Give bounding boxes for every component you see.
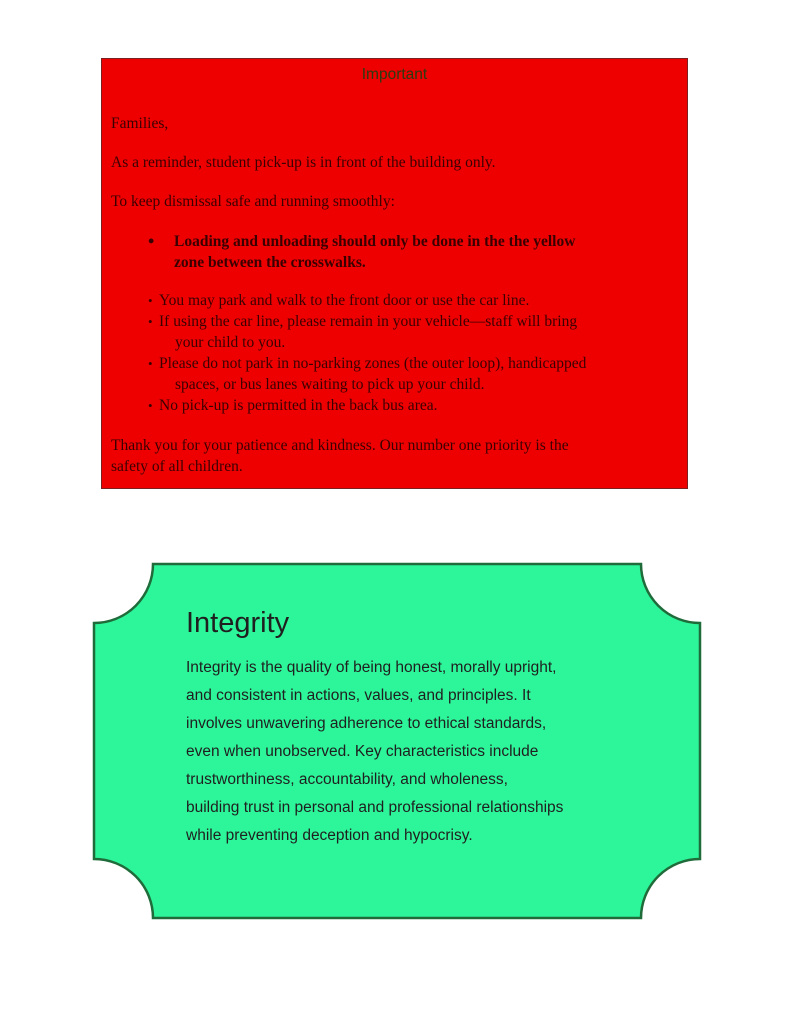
notice-bold-item-line: Loading and unloading should only be done in the the yellow — [174, 233, 576, 250]
card-body-line: while preventing deception and hypocrisy. — [186, 827, 473, 844]
notice-list — [148, 290, 678, 416]
bullet-icon: • — [148, 293, 153, 308]
notice-closing — [111, 435, 671, 477]
bullet-icon: • — [148, 231, 155, 251]
card-body — [186, 654, 616, 850]
notice-list-item-line: your child to you. — [175, 334, 286, 351]
bullet-icon: • — [148, 314, 153, 329]
notice-bold-list — [148, 231, 648, 273]
notice-greeting: Families, — [111, 115, 169, 132]
notice-title: Important — [361, 66, 428, 83]
notice-list-item-line: Please do not park in no-parking zones (the outer loop), handicapped — [159, 355, 587, 372]
bullet-icon: • — [148, 398, 153, 413]
card-body-line: Integrity is the quality of being honest, morally upright, — [186, 659, 557, 676]
integrity-card — [92, 562, 702, 920]
notice-list-item-line: You may park and walk to the front door or use the car line. — [159, 292, 530, 309]
important-notice — [101, 58, 688, 489]
card-body-line: and consistent in actions, values, and principles. It — [186, 687, 531, 704]
notice-list-item — [148, 395, 678, 416]
notice-list-item — [148, 311, 678, 353]
notice-bold-item — [148, 231, 648, 273]
card-body-line: even when unobserved. Key characteristics include — [186, 743, 539, 760]
notice-list-item — [148, 290, 678, 311]
notice-closing-line: safety of all children. — [111, 458, 243, 475]
card-body-line: involves unwavering adherence to ethical standards, — [186, 715, 547, 732]
notice-list-item-line: If using the car line, please remain in your vehicle—staff will bring — [159, 313, 578, 330]
card-body-line: building trust in personal and professional relationships — [186, 799, 564, 816]
notice-reminder: As a reminder, student pick-up is in front of the building only. — [111, 154, 496, 171]
card-body-line: trustworthiness, accountability, and wholeness, — [186, 771, 508, 788]
notice-intro: To keep dismissal safe and running smoothly: — [111, 193, 395, 210]
notice-bold-item-line: zone between the crosswalks. — [174, 254, 366, 271]
notice-closing-line: Thank you for your patience and kindness. Our number one priority is the — [111, 437, 569, 454]
bullet-icon: • — [148, 356, 153, 371]
notice-list-item-line: No pick-up is permitted in the back bus area. — [159, 397, 438, 414]
card-title: Integrity — [186, 607, 290, 639]
notice-list-item — [148, 353, 678, 395]
notice-list-item-line: spaces, or bus lanes waiting to pick up your child. — [175, 376, 485, 393]
